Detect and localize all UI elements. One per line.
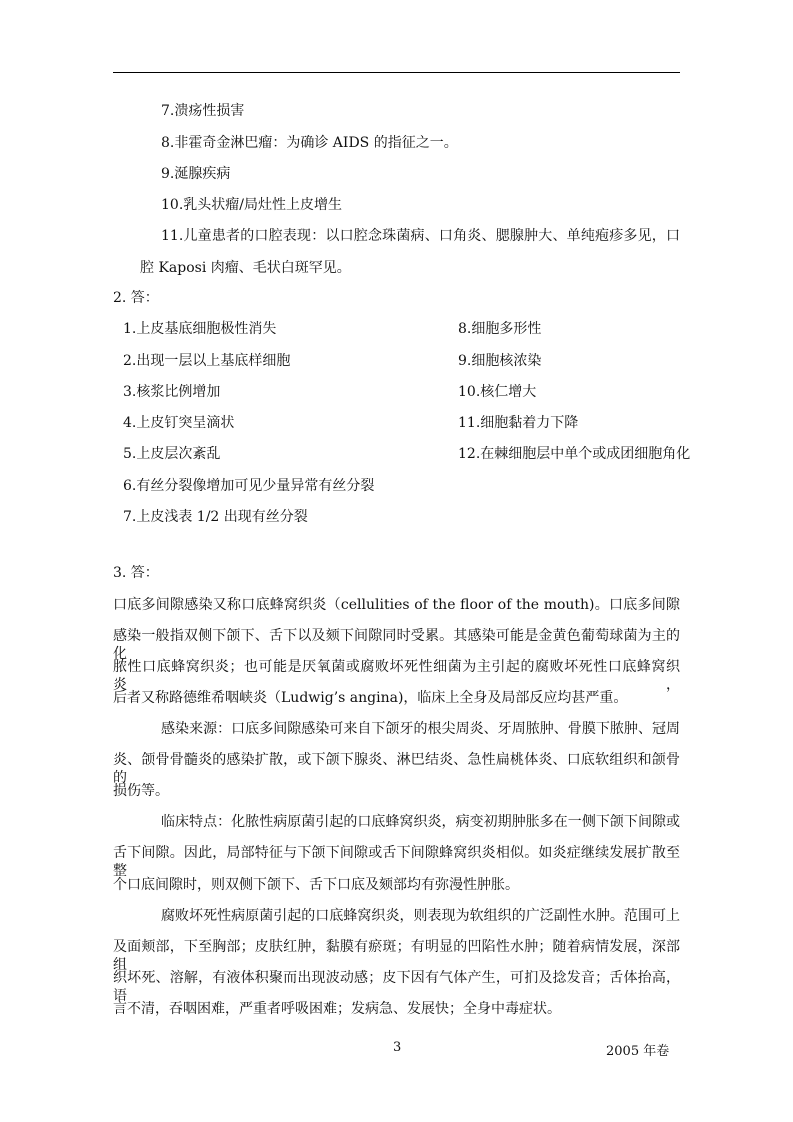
list-item: 1.上皮基底细胞极性消失 <box>123 321 277 337</box>
paragraph-line: 织坏死、溶解，有液体积聚而出现波动感；皮下因有气体产生，可扪及捻发音；舌体抬高，语 <box>113 970 680 1004</box>
paragraph-line: 炎、颌骨骨髓炎的感染扩散，或下颌下腺炎、淋巴结炎、急性扁桃体炎、口底软组织和颌骨的 <box>113 752 680 786</box>
section-heading: 3. 答： <box>113 565 159 581</box>
paragraph-line: 口底多间隙感染又称口底蜂窝织炎（cellulities of the floor of the mouth)。口底多间隙 <box>113 597 680 613</box>
paragraph-line: 言不清，吞咽困难，严重者呼吸困难；发病急、发展快；全身中毒症状。 <box>113 1001 561 1017</box>
list-item: 9.涎腺疾病 <box>161 166 231 182</box>
list-item: 8.非霍奇金淋巴瘤：为确诊 AIDS 的指征之一。 <box>161 135 458 151</box>
paragraph-line: 损伤等。 <box>113 783 169 799</box>
section-heading: 2. 答： <box>113 290 159 306</box>
list-item: 12.在棘细胞层中单个或成团细胞角化 <box>458 446 691 462</box>
list-item: 11.儿童患者的口腔表现：以口腔念珠菌病、口角炎、腮腺肿大、单纯疱疹多见，口 <box>161 228 680 244</box>
footer-volume: 2005 年卷 <box>606 1044 670 1059</box>
header-rule <box>113 72 680 73</box>
list-item: 9.细胞核浓染 <box>458 353 542 369</box>
paragraph-line: 感染一般指双侧下颌下、舌下以及颏下间隙同时受累。其感染可能是金黄色葡萄球菌为主的化 <box>113 628 680 662</box>
list-item: 4.上皮钉突呈滴状 <box>123 415 235 431</box>
list-item: 腔 Kaposi 肉瘤、毛状白斑罕见。 <box>140 260 351 276</box>
paragraph-line: 腐败坏死性病原菌引起的口底蜂窝织炎，则表现为软组织的广泛副性水肿。范围可上 <box>161 908 680 924</box>
list-item: 8.细胞多形性 <box>458 321 542 337</box>
list-item: 7.上皮浅表 1/2 出现有丝分裂 <box>123 509 308 525</box>
paragraph-line: 脓性口底蜂窝织炎；也可能是厌氧菌或腐败坏死性细菌为主引起的腐败坏死性口底蜂窝织炎， <box>113 659 680 693</box>
list-item: 10.核仁增大 <box>458 384 537 400</box>
paragraph-line: 及面颊部，下至胸部；皮肤红肿，黏膜有瘀斑；有明显的凹陷性水肿；随着病情发展，深部组 <box>113 939 680 973</box>
paragraph-line: 临床特点：化脓性病原菌引起的口底蜂窝织炎，病变初期肿胀多在一侧下颌下间隙或 <box>161 814 680 830</box>
list-item: 6.有丝分裂像增加可见少量异常有丝分裂 <box>123 478 375 494</box>
paragraph-line: 舌下间隙。因此，局部特征与下颌下间隙或舌下间隙蜂窝织炎相似。如炎症继续发展扩散至整 <box>113 845 680 879</box>
list-item: 3.核浆比例增加 <box>123 384 221 400</box>
list-item: 10.乳头状瘤/局灶性上皮增生 <box>161 197 342 213</box>
paragraph-line: 感染来源：口底多间隙感染可来自下颌牙的根尖周炎、牙周脓肿、骨膜下脓肿、冠周 <box>161 721 680 737</box>
list-item: 2.出现一层以上基底样细胞 <box>123 353 291 369</box>
list-item: 5.上皮层次紊乱 <box>123 446 221 462</box>
page-number: 3 <box>393 1040 402 1055</box>
list-item: 11.细胞黏着力下降 <box>458 415 579 431</box>
paragraph-line: 后者又称路德维希咽峡炎（Ludwig’s angina)，临床上全身及局部反应均甚严重。 <box>113 690 628 706</box>
paragraph-line: 个口底间隙时，则双侧下颌下、舌下口底及颏部均有弥漫性肿胀。 <box>113 877 519 893</box>
list-item: 7.溃疡性损害 <box>161 103 245 119</box>
